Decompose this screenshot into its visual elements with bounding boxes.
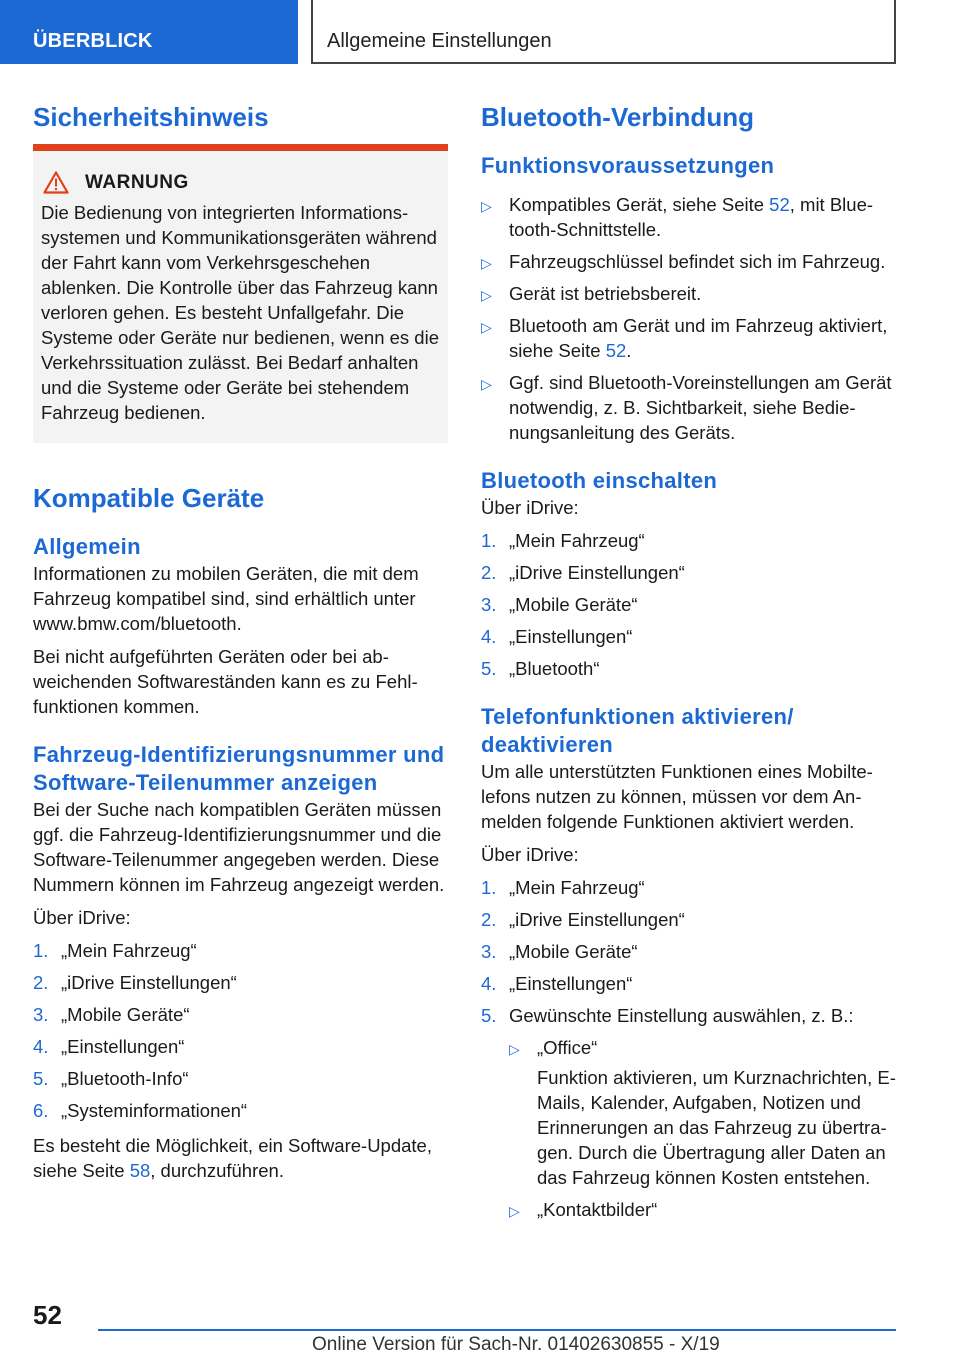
list-item bbox=[481, 624, 901, 649]
warning-box bbox=[33, 144, 448, 443]
left-column bbox=[33, 100, 448, 1191]
list-item bbox=[481, 281, 901, 306]
list-item bbox=[33, 938, 448, 963]
list-item bbox=[481, 1003, 901, 1222]
general-heading: Allgemein bbox=[33, 534, 141, 559]
step-number: 4. bbox=[481, 973, 497, 994]
list-item bbox=[481, 592, 901, 617]
general-paragraph-1: Informationen zu mobilen Geräten, die mit dem Fahrzeug kompatibel sind, sind erhältlich unter www.bmw.com/bluetooth. bbox=[33, 563, 419, 634]
phone-paragraph: Um alle unterstützten Funktionen eines Mobiltelefons nutzen zu können, müssen vor dem Anmelden folgende Funktionen aktiviert werden. bbox=[481, 761, 873, 832]
step-text: „Bluetooth-Info“ bbox=[61, 1068, 189, 1089]
warning-text: Die Bedienung von integrierten Informationssystemen und Kommunikationsgeräten während der Fahrt kann vom Verkehrsgeschehen ablenken. Die Kontrolle über das Fahrzeug kann verloren gehen. Es besteht Unfallgefahr. Die Systeme oder Geräte nur bedienen, wenn es die Verkehrssituation zulässt. Bei Bedarf anhalten und die Systeme oder Geräte bei stehendem Fahrzeug bedienen. bbox=[41, 202, 439, 423]
triangle-bullet-icon: ▷ bbox=[509, 1041, 520, 1057]
list-item bbox=[481, 907, 901, 932]
step-text: „Bluetooth“ bbox=[509, 658, 600, 679]
page-header bbox=[0, 0, 960, 66]
req-text: Bluetooth am Gerät und im Fahrzeug aktiviert, siehe Seite bbox=[509, 315, 888, 361]
step-text: „Mobile Geräte“ bbox=[509, 594, 638, 615]
triangle-bullet-icon: ▷ bbox=[481, 255, 492, 271]
compat-heading: Kompatible Geräte bbox=[33, 483, 265, 513]
phone-functions-heading: Telefonfunktionen aktivieren/ deaktivieren bbox=[481, 704, 794, 757]
triangle-bullet-icon: ▷ bbox=[481, 376, 492, 392]
warning-label: WARNUNG bbox=[85, 171, 189, 193]
list-item bbox=[33, 1034, 448, 1059]
step-text: „Einstellungen“ bbox=[61, 1036, 185, 1057]
list-item bbox=[509, 1035, 901, 1190]
step-number: 5. bbox=[33, 1068, 49, 1089]
step-number: 4. bbox=[33, 1036, 49, 1057]
step-number: 2. bbox=[33, 972, 49, 993]
update-text-pre: Es besteht die Möglichkeit, ein Software-Update, siehe Seite bbox=[33, 1135, 432, 1181]
list-item bbox=[33, 1002, 448, 1027]
warning-triangle-icon bbox=[43, 171, 69, 194]
step-text: „Einstellungen“ bbox=[509, 626, 633, 647]
step-text: „Mobile Geräte“ bbox=[509, 941, 638, 962]
bluetooth-on-heading: Bluetooth einschalten bbox=[481, 468, 718, 493]
safety-heading: Sicherheitshinweis bbox=[33, 102, 269, 132]
general-paragraph-2: Bei nicht aufgeführten Geräten oder bei abweichenden Softwareständen kann es zu Fehlfunktionen kommen. bbox=[33, 646, 418, 717]
phone-steps bbox=[481, 875, 901, 1222]
page-number: 52 bbox=[33, 1300, 62, 1330]
update-text-post: , durchzuführen. bbox=[150, 1160, 284, 1181]
step-text: „Mobile Geräte“ bbox=[61, 1004, 190, 1025]
via-idrive-label: Über iDrive: bbox=[481, 844, 579, 865]
step-number: 1. bbox=[33, 940, 49, 961]
triangle-bullet-icon: ▷ bbox=[481, 198, 492, 214]
list-item bbox=[481, 560, 901, 585]
list-item bbox=[33, 1066, 448, 1091]
step-text: „iDrive Einstellungen“ bbox=[509, 562, 685, 583]
step-number: 5. bbox=[481, 658, 497, 679]
list-item bbox=[33, 1098, 448, 1123]
option-label: „Office“ bbox=[537, 1037, 598, 1058]
step-number: 3. bbox=[481, 594, 497, 615]
vin-steps-list bbox=[33, 938, 448, 1123]
list-item bbox=[481, 370, 901, 445]
step-text: „Mein Fahrzeug“ bbox=[61, 940, 197, 961]
list-item bbox=[481, 528, 901, 553]
page-link-52[interactable]: 52 bbox=[605, 340, 627, 361]
step-number: 1. bbox=[481, 877, 497, 898]
triangle-bullet-icon: ▷ bbox=[509, 1203, 520, 1219]
list-item bbox=[481, 875, 901, 900]
list-item bbox=[481, 971, 901, 996]
right-column bbox=[481, 100, 901, 1232]
step-number: 2. bbox=[481, 562, 497, 583]
update-paragraph bbox=[33, 1133, 448, 1183]
via-idrive-label: Über iDrive: bbox=[481, 497, 579, 518]
step-number: 3. bbox=[481, 941, 497, 962]
step-text: „Einstellungen“ bbox=[509, 973, 633, 994]
step-text: „iDrive Einstellungen“ bbox=[61, 972, 237, 993]
step-text: Gewünschte Einstellung auswählen, z. B.: bbox=[509, 1005, 854, 1026]
req-text: , mit Bluetooth-Schnittstelle. bbox=[509, 194, 874, 240]
list-item bbox=[509, 1197, 901, 1222]
step-number: 2. bbox=[481, 909, 497, 930]
footer-version-text: Online Version für Sach-Nr. 01402630855 - X/19 bbox=[312, 1334, 720, 1355]
req-text: Kompatibles Gerät, siehe Seite bbox=[509, 194, 770, 215]
step-number: 4. bbox=[481, 626, 497, 647]
footer-divider bbox=[98, 1329, 896, 1331]
list-item bbox=[33, 970, 448, 995]
page-link-52[interactable]: 52 bbox=[769, 194, 790, 215]
list-item bbox=[481, 939, 901, 964]
requirements-list bbox=[481, 192, 901, 445]
step-number: 1. bbox=[481, 530, 497, 551]
step-text: „Mein Fahrzeug“ bbox=[509, 877, 645, 898]
triangle-bullet-icon: ▷ bbox=[481, 287, 492, 303]
via-idrive-label: Über iDrive: bbox=[33, 907, 131, 928]
step-number: 3. bbox=[33, 1004, 49, 1025]
req-text: Fahrzeugschlüssel befindet sich im Fahrzeug. bbox=[509, 251, 886, 272]
step-text: „iDrive Einstellungen“ bbox=[509, 909, 685, 930]
list-item bbox=[481, 656, 901, 681]
list-item bbox=[481, 313, 901, 363]
req-text: . bbox=[626, 340, 632, 361]
step-number: 5. bbox=[481, 1005, 497, 1026]
step-number: 6. bbox=[33, 1100, 49, 1121]
step-text: „Mein Fahrzeug“ bbox=[509, 530, 645, 551]
warning-header bbox=[41, 171, 440, 194]
option-description: Funktion aktivieren, um Kurznachrichten, E-Mails, Kalender, Aufgaben, Notizen und Erinnerungen an das Fahrzeug zu übertragen. Durch die Übertragung aller Daten an das Fahrzeug können Kosten entstehen. bbox=[537, 1067, 896, 1188]
chapter-title: Allgemeine Einstellungen bbox=[311, 0, 896, 64]
bluetooth-on-steps bbox=[481, 528, 901, 681]
step-text: „Systeminformationen“ bbox=[61, 1100, 248, 1121]
triangle-bullet-icon: ▷ bbox=[481, 319, 492, 335]
req-text: Gerät ist betriebsbereit. bbox=[509, 283, 702, 304]
req-text: Ggf. sind Bluetooth-Voreinstellungen am Gerät notwendig, z. B. Sichtbarkeit, siehe Bedienungsanleitung des Geräts. bbox=[509, 372, 892, 443]
setting-options-list bbox=[509, 1035, 901, 1222]
list-item bbox=[481, 192, 901, 242]
list-item bbox=[481, 249, 901, 274]
bluetooth-heading: Bluetooth-Verbindung bbox=[481, 102, 754, 132]
requirements-heading: Funktionsvoraussetzungen bbox=[481, 153, 775, 178]
tab-overview[interactable]: ÜBERBLICK bbox=[0, 0, 298, 64]
vin-paragraph: Bei der Suche nach kompatiblen Geräten müssen ggf. die Fahrzeug-Identifizierungsnummer und die Software-Teilenummer angegeben werden. Diese Nummern können im Fahrzeug angezeigt werden. bbox=[33, 799, 445, 895]
page-link-58[interactable]: 58 bbox=[129, 1160, 151, 1181]
vin-heading: Fahrzeug-Identifizierungsnummer und Software-Teilenummer anzeigen bbox=[33, 742, 445, 795]
option-label: „Kontaktbilder“ bbox=[537, 1199, 658, 1220]
